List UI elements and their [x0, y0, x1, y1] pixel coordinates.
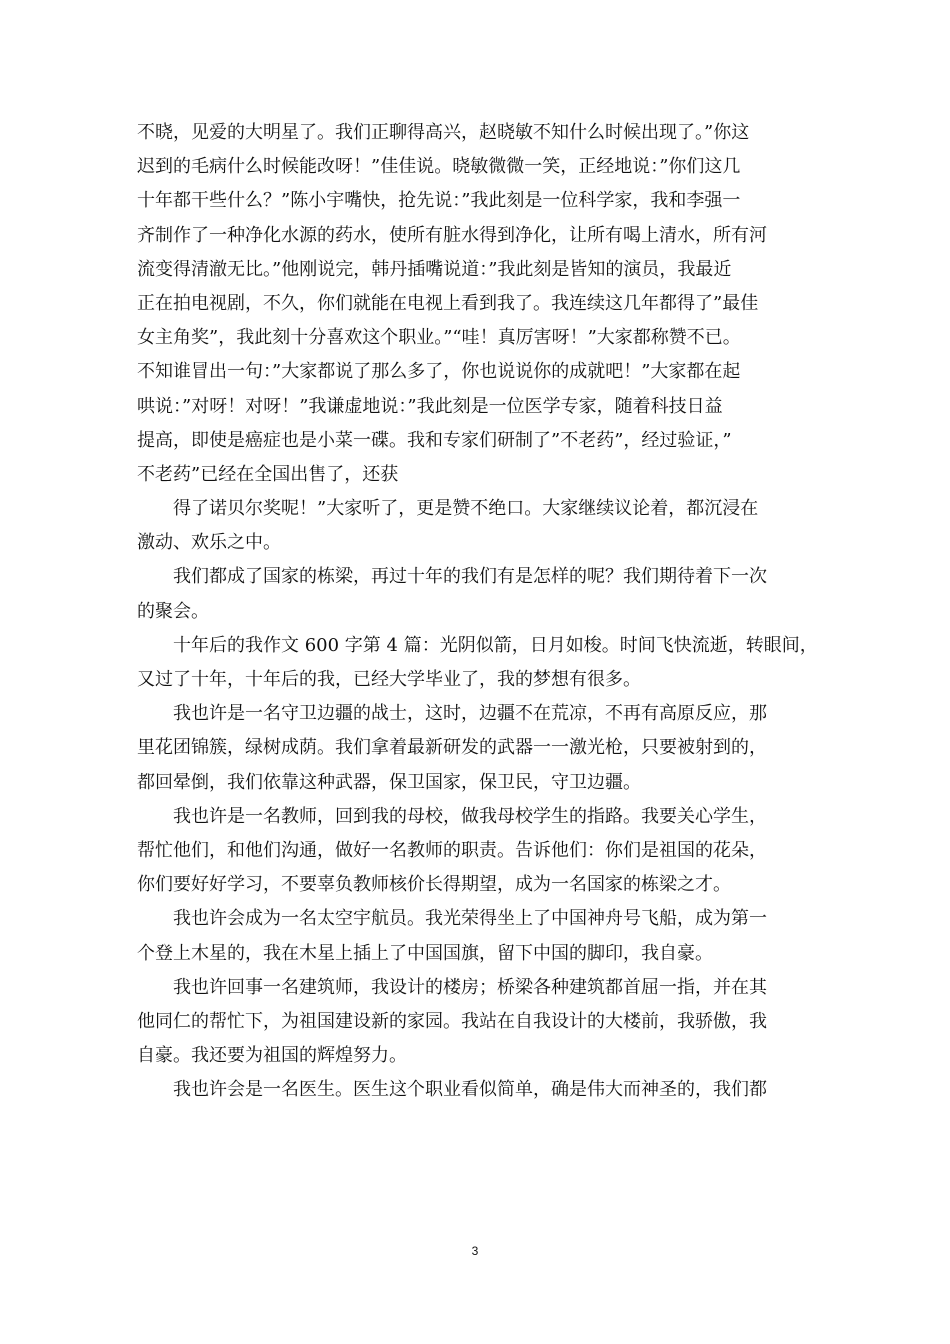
text-line: 齐制作了一种净化水源的药水，使所有脏水得到净化，让所有喝上清水，所有河 [137, 224, 767, 246]
text-line: 哄说：”对呀！对呀！”我谦虚地说：”我此刻是一位医学专家，随着科技日益 [137, 395, 723, 417]
text-line: 不晓，见爱的大明星了。我们正聊得高兴，赵晓敏不知什么时候出现了。”你这 [137, 122, 750, 143]
text-line: 又过了十年，十年后的我，已经大学毕业了，我的梦想有很多。 [137, 669, 641, 690]
text-line: 不知谁冒出一句：”大家都说了那么多了，你也说说你的成就吧！”大家都在起 [137, 361, 741, 383]
text-line: 我也许是一名教师，回到我的母校，做我母校学生的指路。我要关心学生， [137, 805, 767, 827]
text-line: 你们要好好学习，不要辜负教师核价长得期望，成为一名国家的栋梁之才。 [137, 874, 731, 896]
text-line: 激动、欢乐之中。 [137, 532, 281, 554]
text-line: 自豪。我还要为祖国的辉煌努力。 [137, 1045, 407, 1067]
text-line: 我也许会是一名医生。医生这个职业看似简单，确是伟大而神圣的，我们都 [137, 1079, 767, 1101]
text-line: 得了诺贝尔奖呢！”大家听了，更是赞不绝口。大家继续议论着，都沉浸在 [137, 498, 759, 520]
text-line: 流变得清澈无比。”他刚说完，韩丹插嘴说道：”我此刻是皆知的演员，我最近 [137, 258, 732, 280]
body-text [137, 116, 837, 1107]
text-line: 我也许是一名守卫边疆的战士，这时，边疆不在荒凉，不再有高原反应，那 [137, 703, 767, 725]
text-line: 个登上木星的，我在木星上插上了中国国旗，留下中国的脚印，我自豪。 [137, 942, 713, 964]
text-line: 正在拍电视剧，不久，你们就能在电视上看到我了。我连续这几年都得了”最佳 [137, 292, 759, 314]
text-line: 不老药”已经在全国出售了，还获 [137, 463, 399, 485]
text-line: 都回晕倒，我们依靠这种武器，保卫国家，保卫民，守卫边疆。 [137, 771, 641, 793]
text-line: 里花团锦簇，绿树成荫。我们拿着最新研发的武器一一激光枪，只要被射到的， [137, 737, 767, 759]
text-line: 我也许回事一名建筑师，我设计的楼房；桥梁各种建筑都首屈一指，并在其 [137, 976, 767, 998]
text-line: 的聚会。 [137, 600, 209, 622]
text-line: 提高，即使是癌症也是小菜一碟。我和专家们研制了”不老药”，经过验证，” [137, 429, 732, 451]
text-line: 他同仁的帮忙下，为祖国建设新的家园。我站在自我设计的大楼前，我骄傲，我 [137, 1010, 767, 1032]
text-line: 迟到的毛病什么时候能改呀！”佳佳说。晓敏微微一笑，正经地说：”你们这几 [137, 156, 741, 178]
text-line: 女主角奖”，我此刻十分喜欢这个职业。”“哇！真厉害呀！”大家都称赞不已。 [137, 327, 741, 349]
text-line: 我们都成了国家的栋梁，再过十年的我们有是怎样的呢？我们期待着下一次 [137, 566, 767, 588]
text-line: 十年后的我作文 600 字第 4 篇：光阴似箭，日月如梭。时间飞快流逝，转眼间， [137, 634, 818, 656]
text-line: 十年都干些什么？”陈小宇嘴快，抢先说：”我此刻是一位科学家，我和李强一 [137, 190, 741, 212]
page-number: 3 [471, 1244, 479, 1258]
text-line: 我也许会成为一名太空宇航员。我光荣得坐上了中国神舟号飞船，成为第一 [137, 908, 767, 930]
text-line: 帮忙他们，和他们沟通，做好一名教师的职责。告诉他们：你们是祖国的花朵， [137, 839, 767, 861]
